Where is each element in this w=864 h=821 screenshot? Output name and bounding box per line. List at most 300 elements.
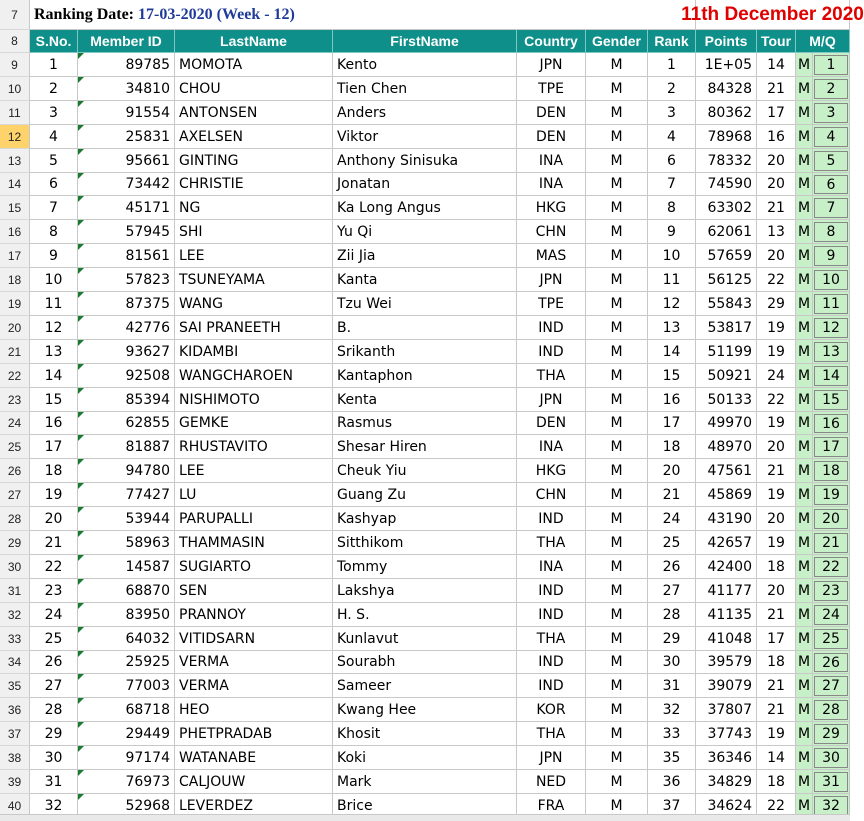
cell-points[interactable]: 84328 [696, 77, 757, 101]
cell-sno[interactable]: 9 [30, 244, 78, 268]
cell-m[interactable]: M [796, 173, 813, 196]
row-header[interactable]: 37 [0, 722, 30, 746]
cell-country[interactable]: MAS [517, 244, 586, 268]
cell-q-wrap[interactable] [813, 459, 850, 483]
cell-firstname[interactable]: Anders [333, 101, 517, 125]
cell-tour[interactable]: 17 [757, 627, 796, 651]
cell-lastname[interactable]: SHI [175, 220, 333, 244]
header-sno[interactable]: S.No. [30, 30, 78, 53]
cell-q-wrap[interactable] [813, 483, 850, 507]
cell-country[interactable]: INA [517, 555, 586, 579]
row-header[interactable]: 31 [0, 579, 30, 603]
cell-m[interactable]: M [796, 316, 813, 340]
cell-sno[interactable]: 24 [30, 603, 78, 627]
cell-rank[interactable]: 15 [648, 364, 696, 388]
cell-m[interactable]: M [796, 794, 813, 818]
cell-points[interactable]: 50921 [696, 364, 757, 388]
cell-firstname[interactable]: Kanta [333, 268, 517, 292]
cell-q[interactable]: 25 [814, 629, 848, 649]
cell-q-wrap[interactable] [813, 674, 850, 698]
cell-sno[interactable]: 18 [30, 459, 78, 483]
cell-lastname[interactable]: CHOU [175, 77, 333, 101]
cell-member-id[interactable]: 89785 [78, 53, 175, 77]
row-header[interactable]: 25 [0, 435, 30, 459]
cell-rank[interactable]: 27 [648, 579, 696, 603]
cell-firstname[interactable]: H. S. [333, 603, 517, 627]
cell-firstname[interactable]: Kwang Hee [333, 698, 517, 722]
cell-gender[interactable]: M [586, 531, 648, 555]
row-header[interactable]: 28 [0, 507, 30, 531]
cell-member-id[interactable]: 64032 [78, 627, 175, 651]
cell-country[interactable]: FRA [517, 794, 586, 818]
cell-sno[interactable]: 17 [30, 435, 78, 459]
cell-firstname[interactable]: Viktor [333, 125, 517, 149]
cell-sno[interactable]: 16 [30, 412, 78, 435]
cell-q[interactable]: 17 [814, 437, 848, 457]
cell-rank[interactable]: 13 [648, 316, 696, 340]
row-header[interactable]: 12 [0, 125, 30, 149]
cell-q-wrap[interactable] [813, 435, 850, 459]
cell-gender[interactable]: M [586, 173, 648, 196]
cell-rank[interactable]: 18 [648, 435, 696, 459]
cell-sno[interactable]: 20 [30, 507, 78, 531]
cell-member-id[interactable]: 87375 [78, 292, 175, 316]
cell-country[interactable]: IND [517, 603, 586, 627]
cell-m[interactable]: M [796, 244, 813, 268]
cell-sno[interactable]: 2 [30, 77, 78, 101]
cell-points[interactable]: 37807 [696, 698, 757, 722]
cell-firstname[interactable]: Srikanth [333, 340, 517, 364]
cell-lastname[interactable]: TSUNEYAMA [175, 268, 333, 292]
cell-country[interactable]: DEN [517, 412, 586, 435]
cell-q[interactable]: 2 [814, 79, 848, 99]
cell-sno[interactable]: 10 [30, 268, 78, 292]
cell-firstname[interactable]: Guang Zu [333, 483, 517, 507]
cell-rank[interactable]: 11 [648, 268, 696, 292]
cell-q-wrap[interactable] [813, 53, 850, 77]
cell-points[interactable]: 50133 [696, 388, 757, 412]
cell-member-id[interactable]: 53944 [78, 507, 175, 531]
cell-gender[interactable]: M [586, 698, 648, 722]
header-mq[interactable]: M/Q [796, 30, 850, 53]
ranking-date-cell[interactable] [30, 0, 696, 30]
cell-q-wrap[interactable] [813, 149, 850, 173]
cell-sno[interactable]: 12 [30, 316, 78, 340]
cell-q[interactable]: 4 [814, 127, 848, 147]
cell-firstname[interactable]: Tzu Wei [333, 292, 517, 316]
row-header[interactable]: 34 [0, 651, 30, 674]
cell-firstname[interactable]: Sourabh [333, 651, 517, 674]
cell-rank[interactable]: 14 [648, 340, 696, 364]
cell-points[interactable]: 78332 [696, 149, 757, 173]
cell-sno[interactable]: 29 [30, 722, 78, 746]
cell-q[interactable]: 16 [814, 414, 848, 433]
cell-sno[interactable]: 14 [30, 364, 78, 388]
cell-firstname[interactable]: B. [333, 316, 517, 340]
cell-country[interactable]: THA [517, 627, 586, 651]
cell-lastname[interactable]: VITIDSARN [175, 627, 333, 651]
cell-q-wrap[interactable] [813, 388, 850, 412]
cell-member-id[interactable]: 45171 [78, 196, 175, 220]
row-header[interactable]: 9 [0, 53, 30, 77]
cell-q-wrap[interactable] [813, 722, 850, 746]
cell-lastname[interactable]: SAI PRANEETH [175, 316, 333, 340]
cell-q[interactable]: 19 [814, 485, 848, 505]
cell-rank[interactable]: 3 [648, 101, 696, 125]
cell-sno[interactable]: 6 [30, 173, 78, 196]
cell-country[interactable]: NED [517, 770, 586, 794]
cell-m[interactable]: M [796, 53, 813, 77]
cell-lastname[interactable]: VERMA [175, 674, 333, 698]
cell-m[interactable]: M [796, 555, 813, 579]
cell-tour[interactable]: 19 [757, 412, 796, 435]
cell-rank[interactable]: 37 [648, 794, 696, 818]
row-header[interactable]: 19 [0, 292, 30, 316]
cell-tour[interactable]: 14 [757, 53, 796, 77]
cell-points[interactable]: 42400 [696, 555, 757, 579]
header-tour[interactable]: Tour [757, 30, 796, 53]
row-header[interactable]: 23 [0, 388, 30, 412]
cell-gender[interactable]: M [586, 125, 648, 149]
cell-m[interactable]: M [796, 101, 813, 125]
cell-points[interactable]: 41135 [696, 603, 757, 627]
header-country[interactable]: Country [517, 30, 586, 53]
cell-q-wrap[interactable] [813, 746, 850, 770]
cell-member-id[interactable]: 73442 [78, 173, 175, 196]
cell-member-id[interactable]: 97174 [78, 746, 175, 770]
cell-sno[interactable]: 26 [30, 651, 78, 674]
cell-m[interactable]: M [796, 77, 813, 101]
cell-member-id[interactable]: 85394 [78, 388, 175, 412]
cell-lastname[interactable]: WANGCHAROEN [175, 364, 333, 388]
cell-firstname[interactable]: Shesar Hiren [333, 435, 517, 459]
cell-m[interactable]: M [796, 698, 813, 722]
cell-q-wrap[interactable] [813, 412, 850, 435]
cell-country[interactable]: THA [517, 531, 586, 555]
cell-points[interactable]: 57659 [696, 244, 757, 268]
cell-tour[interactable]: 18 [757, 651, 796, 674]
row-header[interactable]: 39 [0, 770, 30, 794]
cell-country[interactable]: INA [517, 173, 586, 196]
cell-points[interactable]: 37743 [696, 722, 757, 746]
cell-tour[interactable]: 22 [757, 388, 796, 412]
cell-gender[interactable]: M [586, 627, 648, 651]
cell-m[interactable]: M [796, 388, 813, 412]
cell-country[interactable]: TPE [517, 292, 586, 316]
cell-gender[interactable]: M [586, 340, 648, 364]
cell-gender[interactable]: M [586, 483, 648, 507]
cell-m[interactable]: M [796, 340, 813, 364]
row-header[interactable]: 27 [0, 483, 30, 507]
cell-m[interactable]: M [796, 531, 813, 555]
cell-q-wrap[interactable] [813, 268, 850, 292]
cell-m[interactable]: M [796, 483, 813, 507]
cell-sno[interactable]: 5 [30, 149, 78, 173]
cell-firstname[interactable]: Kento [333, 53, 517, 77]
cell-sno[interactable]: 31 [30, 770, 78, 794]
cell-member-id[interactable]: 25925 [78, 651, 175, 674]
cell-tour[interactable]: 20 [757, 149, 796, 173]
cell-q[interactable]: 11 [814, 294, 848, 314]
cell-gender[interactable]: M [586, 722, 648, 746]
cell-m[interactable]: M [796, 149, 813, 173]
cell-country[interactable]: TPE [517, 77, 586, 101]
cell-sno[interactable]: 3 [30, 101, 78, 125]
cell-q-wrap[interactable] [813, 698, 850, 722]
cell-q[interactable]: 18 [814, 461, 848, 481]
cell-rank[interactable]: 26 [648, 555, 696, 579]
cell-points[interactable]: 39579 [696, 651, 757, 674]
cell-gender[interactable]: M [586, 149, 648, 173]
cell-m[interactable]: M [796, 459, 813, 483]
cell-gender[interactable]: M [586, 459, 648, 483]
row-header[interactable]: 8 [0, 30, 30, 53]
cell-rank[interactable]: 25 [648, 531, 696, 555]
cell-m[interactable]: M [796, 268, 813, 292]
cell-member-id[interactable]: 81561 [78, 244, 175, 268]
cell-m[interactable]: M [796, 746, 813, 770]
cell-member-id[interactable]: 81887 [78, 435, 175, 459]
cell-points[interactable]: 1E+05 [696, 53, 757, 77]
row-header[interactable]: 40 [0, 794, 30, 818]
row-header[interactable]: 29 [0, 531, 30, 555]
cell-lastname[interactable]: WATANABE [175, 746, 333, 770]
cell-country[interactable]: THA [517, 364, 586, 388]
cell-member-id[interactable]: 68718 [78, 698, 175, 722]
cell-tour[interactable]: 20 [757, 244, 796, 268]
cell-tour[interactable]: 22 [757, 268, 796, 292]
cell-country[interactable]: IND [517, 340, 586, 364]
cell-country[interactable]: IND [517, 316, 586, 340]
cell-country[interactable]: INA [517, 149, 586, 173]
cell-q[interactable]: 15 [814, 390, 848, 410]
cell-country[interactable]: JPN [517, 268, 586, 292]
cell-q-wrap[interactable] [813, 627, 850, 651]
cell-lastname[interactable]: LU [175, 483, 333, 507]
cell-tour[interactable]: 21 [757, 196, 796, 220]
row-header[interactable]: 16 [0, 220, 30, 244]
cell-member-id[interactable]: 14587 [78, 555, 175, 579]
cell-rank[interactable]: 8 [648, 196, 696, 220]
cell-tour[interactable]: 13 [757, 220, 796, 244]
cell-member-id[interactable]: 68870 [78, 579, 175, 603]
cell-lastname[interactable]: MOMOTA [175, 53, 333, 77]
cell-lastname[interactable]: LEE [175, 459, 333, 483]
cell-member-id[interactable]: 94780 [78, 459, 175, 483]
cell-rank[interactable]: 35 [648, 746, 696, 770]
cell-lastname[interactable]: SUGIARTO [175, 555, 333, 579]
cell-rank[interactable]: 20 [648, 459, 696, 483]
cell-sno[interactable]: 27 [30, 674, 78, 698]
cell-rank[interactable]: 12 [648, 292, 696, 316]
cell-gender[interactable]: M [586, 244, 648, 268]
cell-firstname[interactable]: Kunlavut [333, 627, 517, 651]
cell-q-wrap[interactable] [813, 173, 850, 196]
cell-member-id[interactable]: 57945 [78, 220, 175, 244]
cell-m[interactable]: M [796, 125, 813, 149]
cell-q[interactable]: 28 [814, 700, 848, 720]
row-header[interactable]: 24 [0, 412, 30, 435]
cell-gender[interactable]: M [586, 579, 648, 603]
cell-rank[interactable]: 24 [648, 507, 696, 531]
row-header[interactable]: 36 [0, 698, 30, 722]
cell-firstname[interactable]: Kenta [333, 388, 517, 412]
cell-rank[interactable]: 33 [648, 722, 696, 746]
cell-rank[interactable]: 21 [648, 483, 696, 507]
cell-sno[interactable]: 8 [30, 220, 78, 244]
row-header[interactable]: 7 [0, 0, 30, 30]
cell-points[interactable]: 48970 [696, 435, 757, 459]
cell-lastname[interactable]: THAMMASIN [175, 531, 333, 555]
cell-member-id[interactable]: 62855 [78, 412, 175, 435]
cell-q[interactable]: 9 [814, 246, 848, 266]
cell-q-wrap[interactable] [813, 196, 850, 220]
cell-q[interactable]: 31 [814, 772, 848, 792]
cell-q-wrap[interactable] [813, 220, 850, 244]
cell-lastname[interactable]: KIDAMBI [175, 340, 333, 364]
cell-rank[interactable]: 29 [648, 627, 696, 651]
cell-rank[interactable]: 31 [648, 674, 696, 698]
cell-rank[interactable]: 32 [648, 698, 696, 722]
cell-firstname[interactable]: Tien Chen [333, 77, 517, 101]
header-rank[interactable]: Rank [648, 30, 696, 53]
cell-gender[interactable]: M [586, 364, 648, 388]
cell-q-wrap[interactable] [813, 340, 850, 364]
cell-gender[interactable]: M [586, 316, 648, 340]
cell-country[interactable]: DEN [517, 101, 586, 125]
cell-firstname[interactable]: Ka Long Angus [333, 196, 517, 220]
cell-member-id[interactable]: 92508 [78, 364, 175, 388]
cell-rank[interactable]: 9 [648, 220, 696, 244]
cell-country[interactable]: IND [517, 507, 586, 531]
cell-lastname[interactable]: LEVERDEZ [175, 794, 333, 818]
cell-q[interactable]: 26 [814, 653, 848, 672]
cell-tour[interactable]: 20 [757, 173, 796, 196]
cell-tour[interactable]: 21 [757, 77, 796, 101]
cell-points[interactable]: 41048 [696, 627, 757, 651]
cell-tour[interactable]: 18 [757, 770, 796, 794]
row-header[interactable]: 38 [0, 746, 30, 770]
cell-lastname[interactable]: LEE [175, 244, 333, 268]
cell-tour[interactable]: 22 [757, 794, 796, 818]
cell-gender[interactable]: M [586, 196, 648, 220]
cell-member-id[interactable]: 42776 [78, 316, 175, 340]
cell-points[interactable]: 49970 [696, 412, 757, 435]
cell-q[interactable]: 22 [814, 557, 848, 577]
header-firstname[interactable]: FirstName [333, 30, 517, 53]
cell-tour[interactable]: 18 [757, 555, 796, 579]
cell-gender[interactable]: M [586, 292, 648, 316]
cell-member-id[interactable]: 34810 [78, 77, 175, 101]
cell-lastname[interactable]: SEN [175, 579, 333, 603]
cell-lastname[interactable]: AXELSEN [175, 125, 333, 149]
cell-lastname[interactable]: NISHIMOTO [175, 388, 333, 412]
cell-gender[interactable]: M [586, 268, 648, 292]
cell-lastname[interactable]: PHETPRADAB [175, 722, 333, 746]
cell-q[interactable]: 1 [814, 55, 848, 75]
cell-firstname[interactable]: Sameer [333, 674, 517, 698]
cell-q[interactable]: 5 [814, 151, 848, 171]
row-header[interactable]: 26 [0, 459, 30, 483]
cell-tour[interactable]: 19 [757, 531, 796, 555]
header-lastname[interactable]: LastName [175, 30, 333, 53]
cell-rank[interactable]: 6 [648, 149, 696, 173]
cell-sno[interactable]: 7 [30, 196, 78, 220]
cell-points[interactable]: 53817 [696, 316, 757, 340]
cell-points[interactable]: 36346 [696, 746, 757, 770]
cell-q-wrap[interactable] [813, 364, 850, 388]
cell-sno[interactable]: 25 [30, 627, 78, 651]
cell-firstname[interactable]: Khosit [333, 722, 517, 746]
cell-member-id[interactable]: 83950 [78, 603, 175, 627]
row-header[interactable]: 11 [0, 101, 30, 125]
cell-q[interactable]: 30 [814, 748, 848, 768]
cell-firstname[interactable]: Mark [333, 770, 517, 794]
cell-lastname[interactable]: GEMKE [175, 412, 333, 435]
row-header[interactable]: 21 [0, 340, 30, 364]
cell-points[interactable]: 41177 [696, 579, 757, 603]
cell-q[interactable]: 3 [814, 103, 848, 123]
cell-points[interactable]: 43190 [696, 507, 757, 531]
cell-points[interactable]: 62061 [696, 220, 757, 244]
cell-lastname[interactable]: NG [175, 196, 333, 220]
cell-points[interactable]: 34624 [696, 794, 757, 818]
cell-country[interactable]: CHN [517, 483, 586, 507]
cell-firstname[interactable]: Sitthikom [333, 531, 517, 555]
cell-tour[interactable]: 20 [757, 507, 796, 531]
cell-rank[interactable]: 17 [648, 412, 696, 435]
cell-m[interactable]: M [796, 651, 813, 674]
cell-m[interactable]: M [796, 196, 813, 220]
row-header[interactable]: 10 [0, 77, 30, 101]
cell-gender[interactable]: M [586, 746, 648, 770]
cell-lastname[interactable]: HEO [175, 698, 333, 722]
cell-m[interactable]: M [796, 435, 813, 459]
cell-rank[interactable]: 7 [648, 173, 696, 196]
title-date-right[interactable]: 11th December 2020 [696, 0, 850, 30]
cell-points[interactable]: 63302 [696, 196, 757, 220]
cell-lastname[interactable]: CHRISTIE [175, 173, 333, 196]
row-header[interactable]: 17 [0, 244, 30, 268]
cell-lastname[interactable]: ANTONSEN [175, 101, 333, 125]
cell-lastname[interactable]: PARUPALLI [175, 507, 333, 531]
cell-country[interactable]: HKG [517, 196, 586, 220]
cell-q-wrap[interactable] [813, 531, 850, 555]
cell-points[interactable]: 34829 [696, 770, 757, 794]
cell-q[interactable]: 32 [814, 796, 848, 816]
cell-tour[interactable]: 20 [757, 579, 796, 603]
cell-firstname[interactable]: Tommy [333, 555, 517, 579]
header-points[interactable]: Points [696, 30, 757, 53]
cell-m[interactable]: M [796, 770, 813, 794]
cell-q[interactable]: 10 [814, 270, 848, 290]
cell-m[interactable]: M [796, 220, 813, 244]
cell-q[interactable]: 21 [814, 533, 848, 553]
cell-member-id[interactable]: 93627 [78, 340, 175, 364]
cell-q[interactable]: 6 [814, 175, 848, 194]
cell-q-wrap[interactable] [813, 244, 850, 268]
cell-m[interactable]: M [796, 627, 813, 651]
cell-firstname[interactable]: Anthony Sinisuka [333, 149, 517, 173]
cell-q-wrap[interactable] [813, 579, 850, 603]
cell-gender[interactable]: M [586, 674, 648, 698]
cell-points[interactable]: 39079 [696, 674, 757, 698]
cell-member-id[interactable]: 77427 [78, 483, 175, 507]
row-header[interactable]: 13 [0, 149, 30, 173]
cell-rank[interactable]: 30 [648, 651, 696, 674]
row-header[interactable]: 14 [0, 173, 30, 196]
cell-sno[interactable]: 30 [30, 746, 78, 770]
